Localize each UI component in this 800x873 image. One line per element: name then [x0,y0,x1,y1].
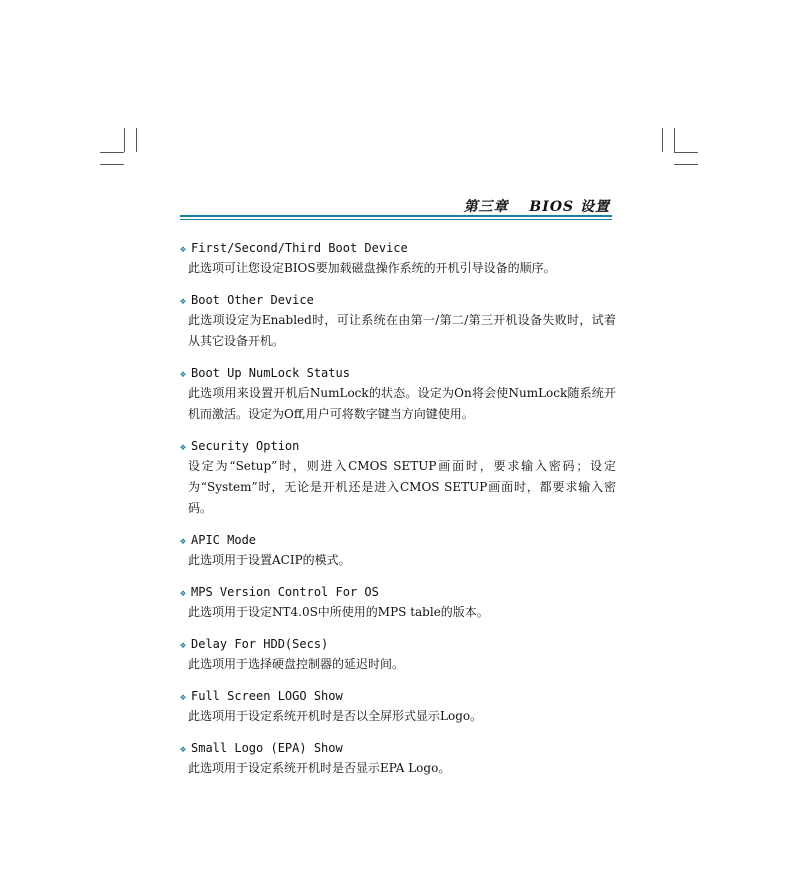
crop-mark [136,128,137,152]
header-rule [180,219,612,220]
option-title: ❖ Small Logo (EPA) Show [180,740,620,758]
option-title: ❖ MPS Version Control For OS [180,584,620,602]
option-description: 此选项用于设置ACIP的模式。 [188,553,351,567]
bullet-diamond-icon: ❖ [180,296,187,307]
option-item [180,688,620,727]
option-title: ❖ Delay For HDD(Secs) [180,636,620,654]
bullet-diamond-icon: ❖ [180,692,187,703]
option-item [180,438,620,519]
crop-mark [100,164,124,165]
bullet-diamond-icon: ❖ [180,536,187,547]
option-description: 此选项用来设置开机后NumLock的状态。设定为On将会使NumLock随系统开机而激活。设定为Off,用户可将数字键当方向键使用。 [188,386,616,421]
option-description: 此选项用于设定系统开机时是否显示EPA Logo。 [188,761,451,775]
option-list [180,240,620,792]
option-item [180,292,620,352]
option-title: ❖ Full Screen LOGO Show [180,688,620,706]
option-title: ❖ Boot Up NumLock Status [180,365,620,383]
option-item [180,636,620,675]
option-item [180,532,620,571]
page-header [180,196,612,216]
bullet-diamond-icon: ❖ [180,369,187,380]
crop-mark [674,128,675,152]
option-title: ❖ APIC Mode [180,532,620,550]
option-description: 设定为“Setup”时，则进入CMOS SETUP画面时，要求输入密码；设定为“System”时，无论是开机还是进入CMOS SETUP画面时，都要求输入密码。 [188,459,616,515]
option-item [180,365,620,425]
bullet-diamond-icon: ❖ [180,744,187,755]
bullet-diamond-icon: ❖ [180,588,187,599]
option-description: 此选项可让您设定BIOS要加载磁盘操作系统的开机引导设备的顺序。 [188,261,556,275]
crop-mark [124,128,125,152]
option-title: ❖ Boot Other Device [180,292,620,310]
crop-mark [674,152,698,153]
bullet-diamond-icon: ❖ [180,640,187,651]
option-item [180,240,620,279]
option-title: ❖ Security Option [180,438,620,456]
option-description: 此选项用于选择硬盘控制器的延迟时间。 [188,657,405,671]
crop-mark [662,128,663,152]
crop-mark [674,164,698,165]
option-item [180,740,620,779]
option-title: ❖ First/Second/Third Boot Device [180,240,620,258]
option-description: 此选项用于设定NT4.0S中所使用的MPS table的版本。 [188,605,489,619]
header-rule [180,215,612,217]
chapter-title: 第三章 BIOS 设置 [463,199,610,215]
option-description: 此选项设定为Enabled时，可让系统在由第一/第二/第三开机设备失败时，试着从其它设备开机。 [188,313,616,348]
option-description: 此选项用于设定系统开机时是否以全屏形式显示Logo。 [188,709,483,723]
bullet-diamond-icon: ❖ [180,442,187,453]
option-item [180,584,620,623]
crop-mark [100,152,124,153]
bullet-diamond-icon: ❖ [180,244,187,255]
